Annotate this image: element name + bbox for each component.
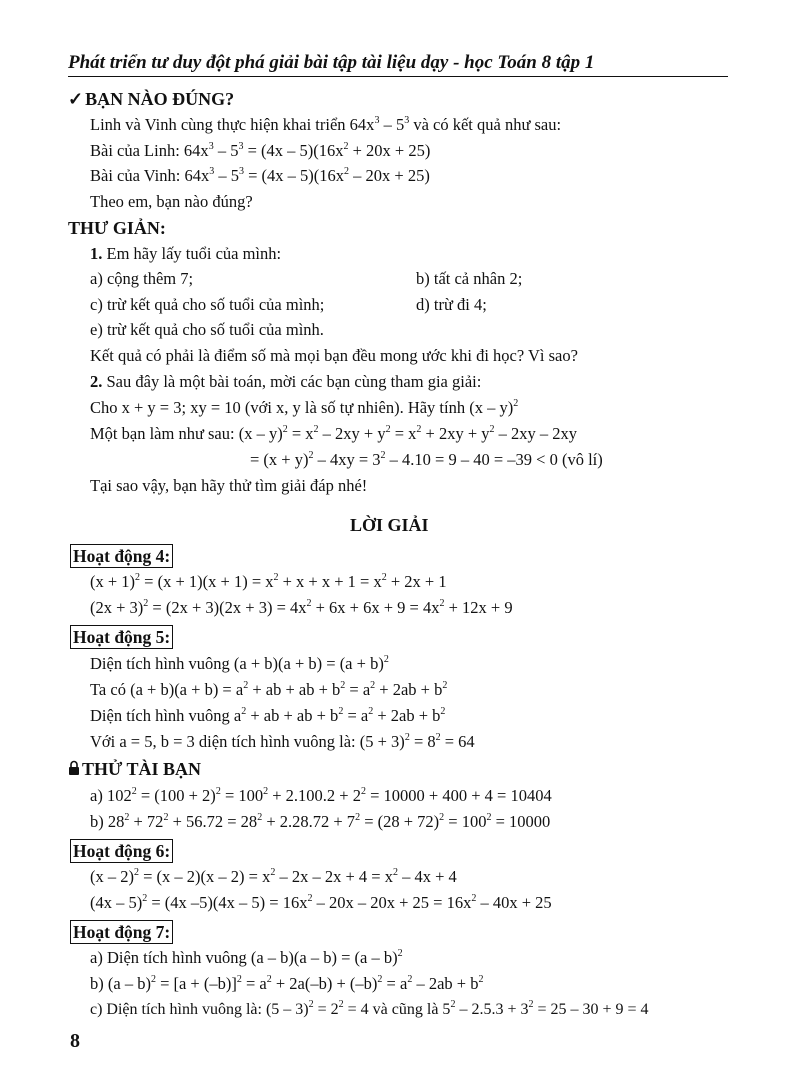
checkmark-icon: ✓ xyxy=(68,89,84,109)
hoat-dong-6-label: Hoạt động 6: xyxy=(70,839,173,863)
section-thu-tai-ban xyxy=(68,758,201,780)
text-line: b) $(a - b)^2 = [a + (-b)]^2 = a^2 + 2a(-b) + (-b)^2 = a^2 - 2ab + b^2$ xyxy=(90,974,484,993)
question-1 xyxy=(90,243,281,265)
section-title: THỬ TÀI BẠN xyxy=(82,759,202,779)
text-line: Bài của Vinh: $64x^3 - 5^3 = (4x - 5)(16x^2 - 20x + 25)$ xyxy=(90,166,430,185)
question-number: 2. xyxy=(90,372,103,391)
text-line: Bài của Linh: $64x^3 - 5^3 = (4x - 5)(16x^2 + 20x + 25)$ xyxy=(90,141,431,160)
option-e: e) trừ kết quả cho số tuổi của mình. xyxy=(90,320,324,339)
question-text: Em hãy lấy tuổi của mình: xyxy=(106,244,282,263)
section-thu-gian-title: THƯ GIẢN: xyxy=(68,218,166,238)
text-line: $(x + 1)^2 = (x + 1)(x + 1) = x^2 + x + x + 1 = x^2 + 2x + 1$ xyxy=(90,572,447,591)
text-line: Linh và Vinh cùng thực hiện khai triển $64x^3 - 5^3$ và có kết quả như sau: xyxy=(90,115,562,134)
option-a: a) cộng thêm 7; xyxy=(90,269,194,288)
option-c: c) trừ kết quả cho số tuổi của mình; xyxy=(90,295,325,314)
lock-icon xyxy=(68,758,80,780)
text-line: Diện tích hình vuông $(a + b)(a + b) = (a + b)^2$ xyxy=(90,654,389,673)
text-line: a) $102^2 = (100 + 2)^2 = 100^2 + 2.100.2 + 2^2 = 10000 + 400 + 4 = 10404$ xyxy=(90,786,552,805)
running-header: Phát triển tư duy đột phá giải bài tập tài liệu dạy - học Toán 8 tập 1 xyxy=(68,52,728,77)
solution-title: LỜI GIẢI xyxy=(350,515,429,535)
text-line: Với a = 5, b = 3 diện tích hình vuông là: $(5 + 3)^2 = 8^2 = 64$ xyxy=(90,732,475,751)
option-b: b) tất cả nhân 2; xyxy=(416,269,523,288)
text-line: Diện tích hình vuông $a^2$ + ab + ab + $b^2 = a^2 + 2ab + b^2$ xyxy=(90,706,446,725)
question-number: 1. xyxy=(90,244,103,263)
hoat-dong-5-label: Hoạt động 5: xyxy=(70,625,173,649)
text-line: Cho x + y = 3; xy = 10 (với x, y là số tự nhiên). Hãy tính (x – y)$^2$ xyxy=(90,398,519,417)
text-line: c) Diện tích hình vuông là: $(5 - 3)^2 = 2^2 = 4$ và cũng là $5^2 - 2.5.3 + 3^2 = 25 - 30 + 9 = 4$ xyxy=(90,999,649,1018)
option-d: d) trừ đi 4; xyxy=(416,295,487,314)
text-line: b) $28^2 + 72^2 + 56.72 = 28^2 + 2.28.72 + 7^2 = (28 + 72)^2 = 100^2 = 10000$ xyxy=(90,812,551,831)
text-line: $(2x + 3)^2 = (2x + 3)(2x + 3) = 4x^2 + 6x + 6x + 9 = 4x^2 + 12x + 9$ xyxy=(90,598,513,617)
text-line: Tại sao vậy, bạn hãy thử tìm giải đáp nhé! xyxy=(90,476,368,495)
text-line: Một bạn làm như sau: $(x - y)^2 = x^2 - 2xy + y^2 = x^2 + 2xy + y^2 - 2xy - 2xy$ xyxy=(90,424,578,443)
text-line: = $(x + y)^2 - 4xy = 3^2 - 4.10 = 9 - 40 = -39 < 0$ (vô lí) xyxy=(250,450,603,469)
text-line: $(x - 2)^2 = (x - 2)(x - 2) = x^2 - 2x - 2x + 4 = x^2 - 4x + 4$ xyxy=(90,867,457,886)
question-1-end: Kết quả có phải là điểm số mà mọi bạn đều mong ước khi đi học? Vì sao? xyxy=(90,346,578,365)
section-ban-nao-dung xyxy=(68,88,234,110)
section-title: BẠN NÀO ĐÚNG? xyxy=(85,89,235,109)
text-line: (4x – 5)$^2$ = (4x $-5)(4x - 5) = 16x^2 - 20x - 20x + 25 = 16x^2 - 40x + 25$ xyxy=(90,893,552,912)
text-line: a) Diện tích hình vuông (a – b)(a – b) = (a – b)$^2$ xyxy=(90,948,403,967)
text-line: Theo em, bạn nào đúng? xyxy=(90,192,253,211)
page-number: 8 xyxy=(70,1030,80,1052)
question-2 xyxy=(90,371,481,393)
hoat-dong-7-label: Hoạt động 7: xyxy=(70,920,173,944)
question-text: Sau đây là một bài toán, mời các bạn cùng tham gia giải: xyxy=(106,372,482,391)
text-line: Ta có $(a + b)(a + b) = a^2$ + ab + ab + $b^2 = a^2 + 2ab + b^2$ xyxy=(90,680,448,699)
hoat-dong-4-label: Hoạt động 4: xyxy=(70,544,173,568)
